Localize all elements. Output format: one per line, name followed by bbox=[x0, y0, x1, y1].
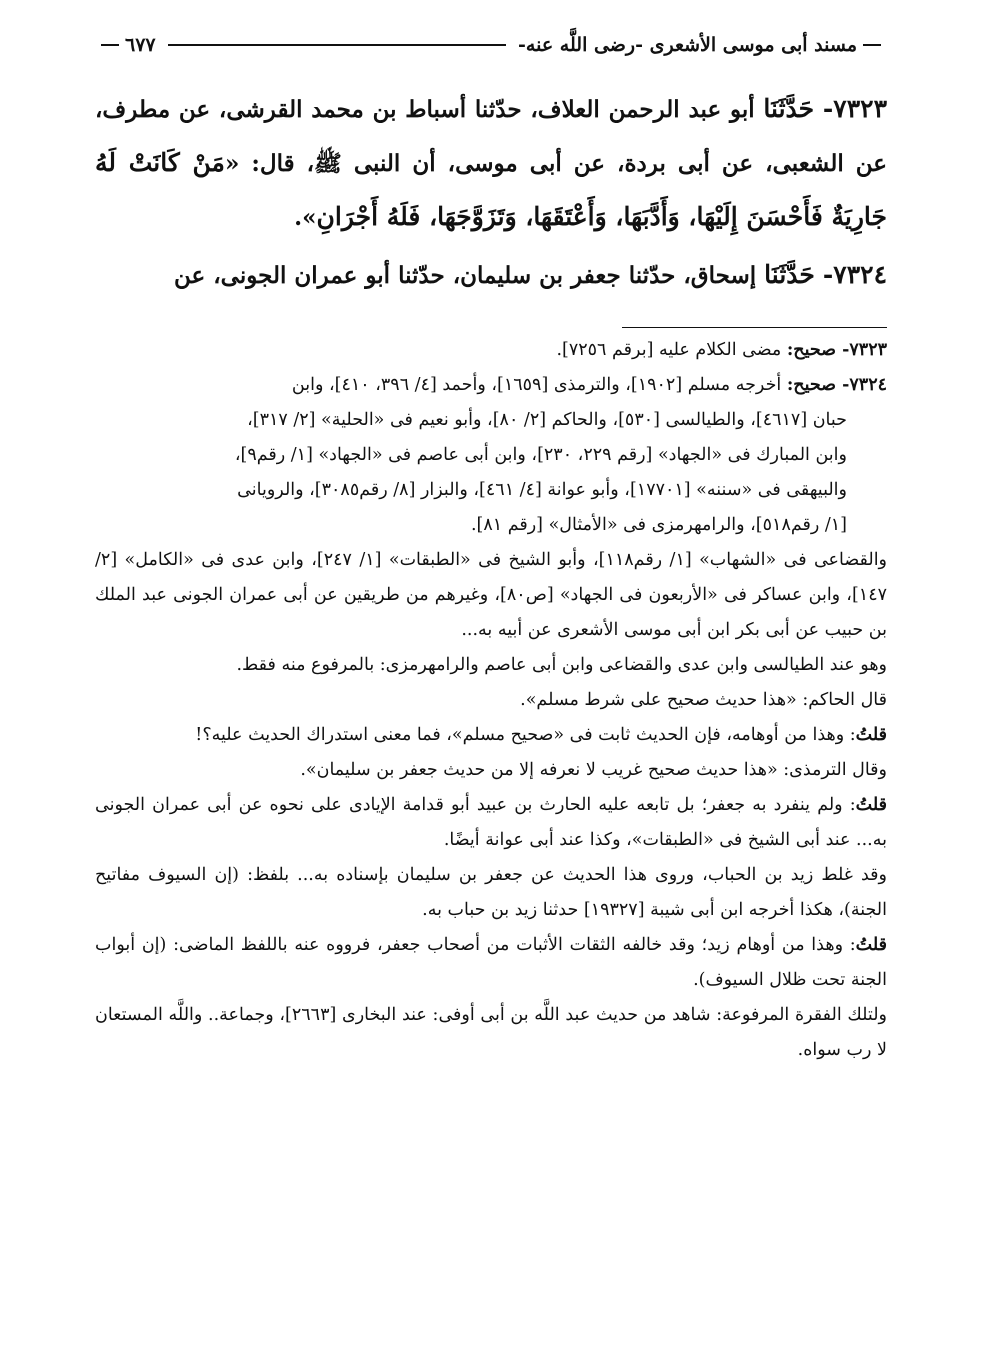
footnote-separator bbox=[622, 327, 887, 328]
hadith-opening: حَدَّثَنَا bbox=[764, 260, 815, 289]
qultu-label: قلتُ bbox=[855, 725, 887, 745]
running-title: مسند أبى موسى الأشعرى -رضى اللَّه عنه- bbox=[518, 34, 857, 56]
note-head: ٧٣٢٤- صحيح: bbox=[786, 375, 887, 395]
hadith-number: ٧٣٢٣- bbox=[822, 94, 888, 123]
note-paragraph: وهو عند الطيالسى وابن عدى والقضاعى وابن أبى عاصم والرامهرمزى: بالمرفوع منه فقط. bbox=[236, 655, 887, 675]
note-head: ٧٣٢٣- صحيح: bbox=[786, 340, 887, 360]
page-header bbox=[95, 30, 887, 60]
hadith-number: ٧٣٢٤- bbox=[822, 260, 887, 289]
qultu-label: قلتُ bbox=[855, 795, 887, 815]
note-line: [١/ رقم٥١٨]، والرامهرمزى فى «الأمثال» [رقم ٨١]. bbox=[470, 515, 847, 535]
hadith-isnad: إسحاق، حدّثنا جعفر بن سليمان، حدّثنا أبو عمران الجونى، عن bbox=[174, 262, 765, 289]
note-paragraph bbox=[95, 928, 887, 998]
note-7324 bbox=[95, 368, 887, 403]
note-text: : وهذا من أوهام زيد؛ وقد خالفه الثقات الأثبات من أصحاب جعفر، فرووه عنه باللفظ الماضى: (إن أبواب الجنة تحت ظلال السيوف). bbox=[95, 935, 887, 990]
hadith-closing: ». bbox=[294, 204, 317, 231]
note-paragraph: ولتلك الفقرة المرفوعة: شاهد من حديث عبد اللَّه بن أبى أوفى: عند البخارى [٢٦٦٣]، وجماعة.. واللَّه المستعان لا رب سواه. bbox=[95, 1005, 887, 1060]
note-paragraph: والقضاعى فى «الشهاب» [١/ رقم١١٨]، وأبو الشيخ فى «الطبقات» [١/ ٢٤٧]، وابن عدى فى «الكامل» [٢/ ١٤٧]، وابن عساكر فى «الأربعون فى الجهاد» [ص٨٠]، وغيرهم من طريقين عن أبى عمران الجونى عبد الملك بن حبيب عن أبى بكر ابن أبى موسى الأشعرى عن أبيه به... bbox=[95, 550, 888, 640]
hadith-matn: مَنْ كَانَتْ لَهُ جَارِيَةٌ فَأَحْسَنَ إِلَيْهَا، وَأَدَّبَهَا، وَأَعْتَقَهَا، وَتَزَوَّجَهَا، فَلَهُ أَجْرَانِ bbox=[95, 148, 887, 231]
note-paragraph bbox=[95, 718, 887, 753]
page-number: ٦٧٧ bbox=[125, 34, 156, 56]
main-text bbox=[95, 82, 887, 302]
note-line: وابن المبارك فى «الجهاد» [رقم ٢٢٩، ٢٣٠]، وابن أبى عاصم فى «الجهاد» [١/ رقم٩]، bbox=[234, 445, 847, 465]
note-text: : وهذا من أوهامه، فإن الحديث ثابت فى «صحيح مسلم»، فما معنى استدراك الحديث عليه؟! bbox=[195, 725, 856, 745]
note-7323 bbox=[95, 333, 887, 368]
note-paragraph: وقد غلط زيد بن الحباب، وروى هذا الحديث عن جعفر بن سليمان بإسناده به... بلفظ: (إن السيوف مفاتيح الجنة)، هكذا أخرجه ابن أبى شيبة [١٩٣٢٧] حدثنا زيد بن حباب به. bbox=[95, 865, 887, 920]
header-rule bbox=[168, 44, 506, 46]
note-paragraph: وقال الترمذى: «هذا حديث صحيح غريب لا نعرفه إلا من حديث جعفر بن سليمان». bbox=[300, 760, 887, 780]
note-line: حبان [٤٦١٧]، والطيالسى [٥٣٠]، والحاكم [٢/ ٨٠]، وأبو نعيم فى «الحلية» [٢/ ٣١٧]، bbox=[247, 410, 847, 430]
hadith-7323 bbox=[95, 82, 887, 244]
footnotes bbox=[95, 333, 887, 1068]
note-paragraph bbox=[95, 788, 887, 858]
header-dash bbox=[863, 44, 881, 46]
header-dash bbox=[101, 44, 119, 46]
hadith-opening: حَدَّثَنَا bbox=[763, 94, 815, 123]
hadith-isnad: أبو عبد الرحمن العلاف، حدّثنا أسباط بن محمد القرشى، عن مطرف، عن الشعبى، عن أبى بردة، عن أبى موسى، أن النبى ﷺ، قال: « bbox=[95, 96, 887, 177]
note-paragraph: قال الحاكم: «هذا حديث صحيح على شرط مسلم». bbox=[520, 690, 887, 710]
note-text: : ولم ينفرد به جعفر؛ بل تابعه عليه الحارث بن عبيد أبو قدامة الإيادى على نحوه عن أبى عمران الجونى به... عند أبى الشيخ فى «الطبقات»، وكذا عند أبى عوانة أيضًا. bbox=[95, 795, 887, 850]
note-line: أخرجه مسلم [١٩٠٢]، والترمذى [١٦٥٩]، وأحمد [٤/ ٣٩٦، ٤١٠]، وابن bbox=[291, 375, 787, 395]
note-line: والبيهقى فى «سننه» [١٧٧٠١]، وأبو عوانة [٤/ ٤٦١]، والبزار [٨/ رقم٣٠٨٥]، والرويانى bbox=[237, 480, 847, 500]
note-body: مضى الكلام عليه [برقم ٧٢٥٦]. bbox=[556, 340, 787, 360]
hadith-7324 bbox=[95, 248, 887, 302]
qultu-label: قلتُ bbox=[855, 935, 887, 955]
